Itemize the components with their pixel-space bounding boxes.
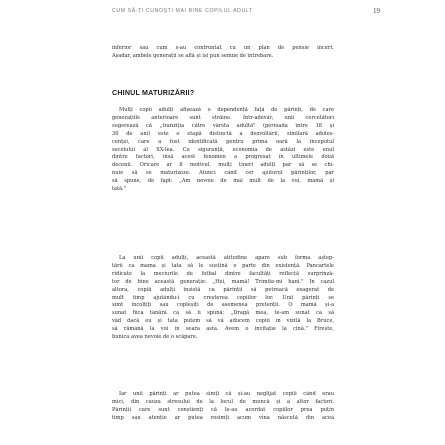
text-line: Așadar, ambele generații se află și își pun semne de întrebare. [112,52,274,59]
text-line: cenței, care a fost identificată pentru prima oară la începutul [112,138,334,145]
text-line: ridicate la meciurile de fotbal dintre facultăți reflectă surprinză- [112,270,334,277]
text-line: nuie să se maturizeze. Atunci când cer ajutorul părinților, par [112,170,334,177]
paragraph-2 [112,255,334,342]
text-line: Părinții care sunt conștienți că le-au acordat copiilor prea puțin [112,406,334,413]
text-line: simt încolțiți sau copleșiți de asemenea pretenții. O mamă și-a [112,302,334,309]
page-number: 19 [373,7,380,15]
text-line: sunat fiica tânără ca să îi spună: „Dragă mea, te-am sunat ca să [112,310,334,317]
text-line: secolului al XX-lea. Cu siguranță, economia de astăzi este unul [112,146,334,153]
text-line: inferior sau cum s-au confruntat cu un plan de pensie incert. [112,45,334,51]
section-heading: CHINUL MATURIZĂRII? [112,89,195,97]
text-line: tată." [112,186,127,193]
paragraph-3 [112,391,334,423]
text-line: bunica avea nevoie de o scăpare. [112,334,198,341]
intro-paragraph [112,45,334,61]
text-line: decenii. Oricare ar fi motivul, mulți tineri adulți par să se chi- [112,162,334,169]
text-line: Iar unii părinți ar putea simți că și-au neglijat copiii când erau [119,391,334,397]
text-line: generațiile anterioare sunt străine. Într-adevăr, unii cercetători [112,114,334,121]
text-line: Mulți copii adulți afișează o dependență față de părinți, de care [119,107,334,113]
text-line: altora, copiii adulți insistă ca părinții să petreacă exagerat de [112,286,334,293]
text-line: dintre factori, însă acest fenomen a progresat în ultimele două [112,154,334,161]
paragraph-1 [112,107,334,194]
text-line: timp sau atenție ar putea resimți acum vina născută din acea [112,414,334,421]
running-head: CUM SĂ-ȚI CUNOȘTI MAI BINE COPILUL ADULT [112,8,253,14]
text-line: tării ca mama și tata să le susțină o parte din existență. Pancartele [112,262,334,269]
text-line: văd dacă eu și tata putem să vă aducem copiii în vizită la Bruce, [112,318,334,325]
text-line: 30 de ani) este o etapă distinctă a dezvoltării, similară adoles- [112,130,334,137]
text-line: mici, din cauza stresului de la locul de muncă și a altor factori. [112,398,334,405]
text-line: să rămână la voi în seara asta. Avem o invitație la cină." Firește, [112,326,334,333]
text-line: mult timp ajutându-i cu creșterea copiilor lor. Unii părinți se [112,294,334,301]
text-line: tor de bine această generație: „Hei, mamă! Trimite-mi bani." În cazul [112,278,334,285]
page-header [112,7,380,17]
text-line: să spune, de fapt: „Am nevoie de mai mult de la voi, mamă și [112,178,334,185]
text-line: sugerează că „tranziția către vârsta adultă" (perioada între 18 și [112,122,334,129]
text-line: La unii copii adulți, această atitudine apare sub forma aștep- [119,255,334,261]
